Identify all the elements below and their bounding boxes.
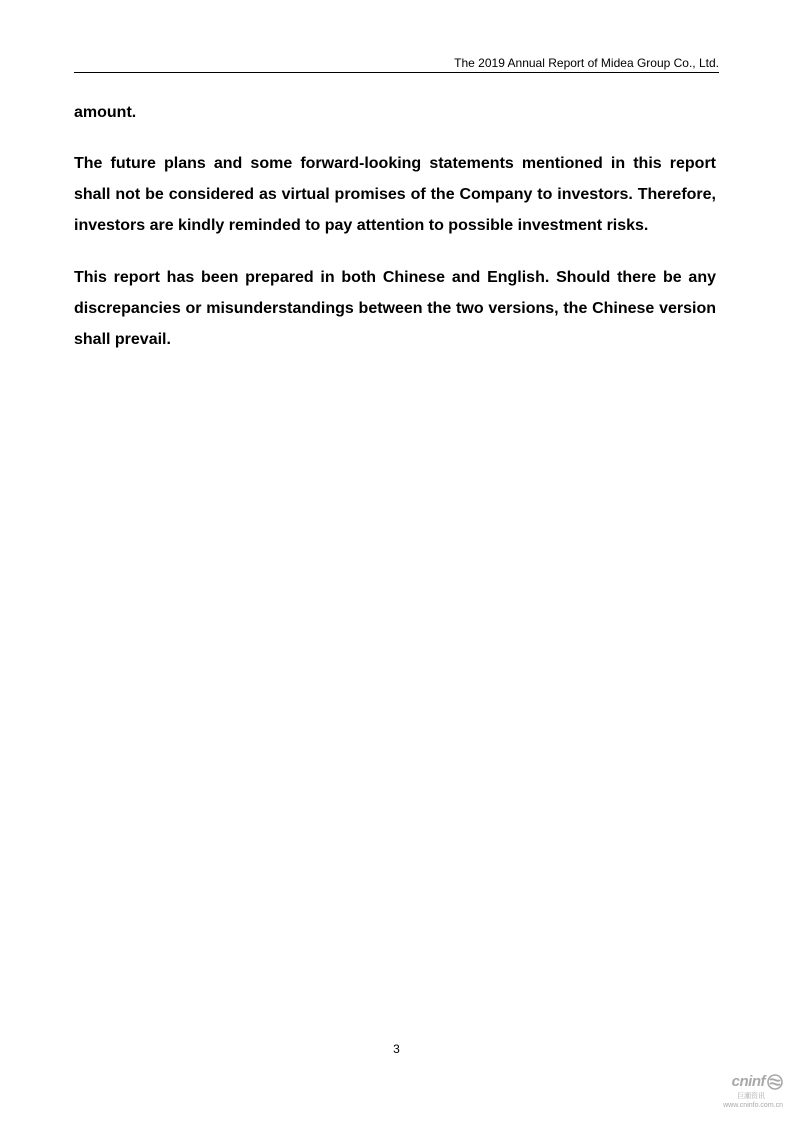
page-number: 3 <box>393 1042 400 1056</box>
page-header: The 2019 Annual Report of Midea Group Co., Ltd. <box>454 56 719 70</box>
watermark-subtitle: 巨潮资讯 <box>737 1093 765 1100</box>
paragraph-continuation: amount. <box>74 104 137 121</box>
watermark-url: www.cninfo.com.cn <box>723 1102 783 1109</box>
cninfo-watermark <box>693 1072 783 1110</box>
header-divider <box>74 72 719 73</box>
cninfo-logo-icon <box>767 1074 783 1090</box>
watermark-brand: cninf <box>731 1073 765 1090</box>
paragraph-language-version: This report has been prepared in both Chinese and English. Should there be any discrepancies or misunderstandings between the two versions, the Chinese version shall prevail. <box>74 269 716 348</box>
paragraph-forward-looking-statement: The future plans and some forward-looking statements mentioned in this report shall not be considered as virtual promises of the Company to investors. Therefore, investors are kindly reminded to pay attention to possible investment risks. <box>74 155 716 234</box>
